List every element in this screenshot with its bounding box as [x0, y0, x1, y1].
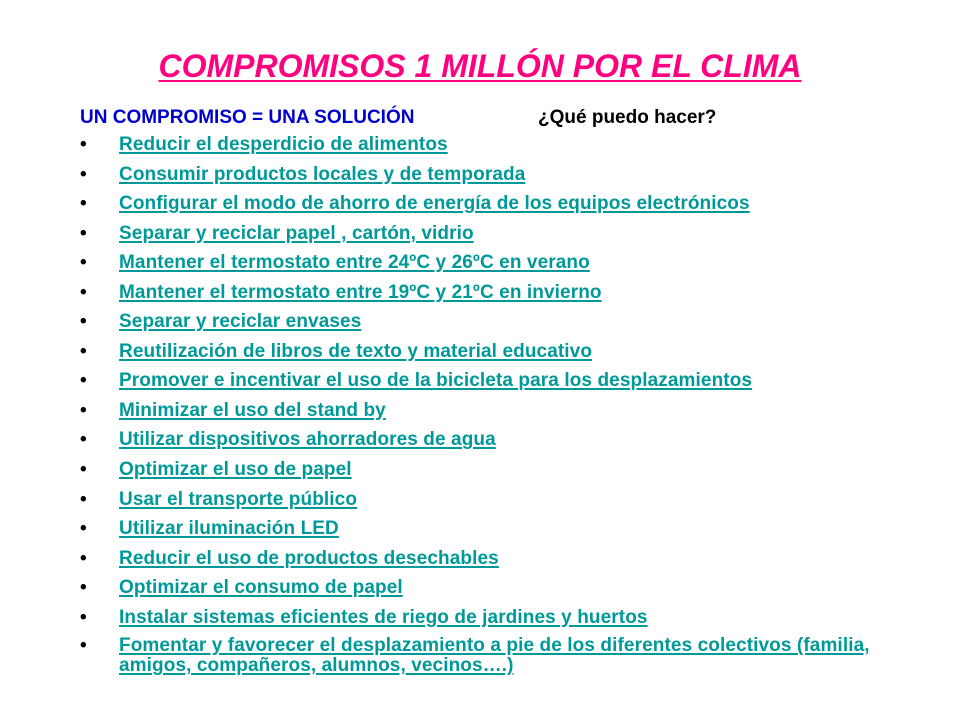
subtitle-row [80, 104, 940, 132]
bullet: • [80, 518, 87, 540]
commitments-list [80, 134, 940, 684]
list-item [80, 134, 940, 156]
bullet: • [80, 311, 87, 333]
list-item [80, 577, 940, 599]
bullet: • [80, 281, 87, 303]
list-item [80, 341, 940, 363]
commitment-link[interactable]: Instalar sistemas eficientes de riego de jardines y huertos [119, 606, 648, 628]
list-item [80, 223, 940, 245]
subtitle: UN COMPROMISO = UNA SOLUCIÓN [80, 107, 415, 128]
commitment-link[interactable]: Promover e incentivar el uso de la bicicleta para los desplazamientos [119, 370, 753, 392]
bullet: • [80, 547, 87, 569]
bullet: • [80, 635, 87, 657]
commitment-link[interactable]: Mantener el termostato entre 24ºC y 26ºC en verano [119, 252, 590, 274]
bullet: • [80, 577, 87, 599]
page-title: COMPROMISOS 1 MILLÓN POR EL CLIMA [158, 48, 802, 84]
commitment-link[interactable]: Optimizar el uso de papel [119, 459, 352, 481]
commitment-link[interactable]: Configurar el modo de ahorro de energía de los equipos electrónicos [119, 193, 750, 215]
bullet: • [80, 399, 87, 421]
commitment-link[interactable]: Consumir productos locales y de temporada [119, 163, 526, 185]
commitment-link[interactable]: Fomentar y favorecer el desplazamiento a pie de los diferentes colectivos (familia, amigos, compañeros, alumnos, vecinos….) [119, 635, 870, 677]
commitment-link[interactable]: Reducir el uso de productos desechables [119, 547, 499, 569]
bullet: • [80, 340, 87, 362]
bullet: • [80, 222, 87, 244]
list-item [80, 164, 940, 186]
list-item [80, 636, 940, 676]
commitment-link[interactable]: Separar y reciclar papel , cartón, vidrio [119, 222, 474, 244]
list-item [80, 518, 940, 540]
list-item [80, 282, 940, 304]
bullet: • [80, 488, 87, 510]
bullet: • [80, 370, 87, 392]
list-item [80, 252, 940, 274]
bullet: • [80, 193, 87, 215]
commitment-link[interactable]: Utilizar iluminación LED [119, 518, 339, 540]
list-item [80, 400, 940, 422]
commitment-link[interactable]: Utilizar dispositivos ahorradores de agua [119, 429, 496, 451]
commitment-link[interactable]: Mantener el termostato entre 19ºC y 21ºC en invierno [119, 281, 602, 303]
list-item [80, 459, 940, 481]
commitment-link[interactable]: Reducir el desperdicio de alimentos [119, 134, 448, 155]
bullet: • [80, 459, 87, 481]
bullet: • [80, 163, 87, 185]
bullet: • [80, 134, 87, 155]
commitment-link[interactable]: Reutilización de libros de texto y material educativo [119, 340, 593, 362]
bullet: • [80, 252, 87, 274]
commitment-link[interactable]: Minimizar el uso del stand by [119, 399, 386, 421]
commitment-link[interactable]: Separar y reciclar envases [119, 311, 362, 333]
list-item [80, 489, 940, 511]
list-item [80, 311, 940, 333]
commitment-link[interactable]: Optimizar el consumo de papel [119, 577, 403, 599]
question-text: ¿Qué puedo hacer? [538, 107, 717, 128]
bullet: • [80, 606, 87, 628]
list-item [80, 370, 940, 392]
commitment-link[interactable]: Usar el transporte público [119, 488, 358, 510]
bullet: • [80, 429, 87, 451]
list-item [80, 607, 940, 629]
list-item [80, 548, 940, 570]
list-item [80, 429, 940, 451]
list-item [80, 193, 940, 215]
